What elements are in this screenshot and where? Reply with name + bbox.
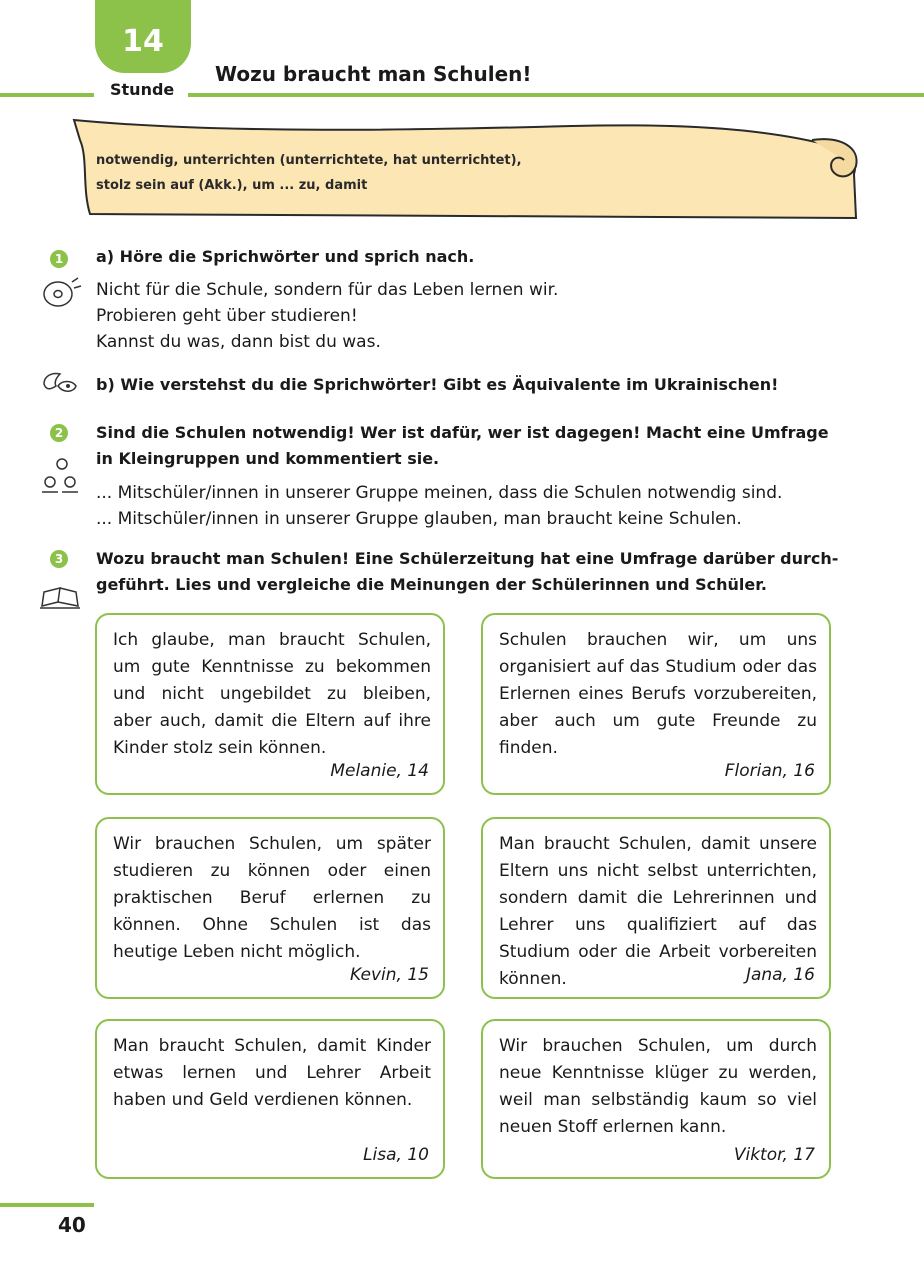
phrase: ... Mitschüler/innen in unserer Gruppe meinen, dass die Schulen notwendig sind. — [96, 483, 783, 503]
footer-rule — [0, 1203, 94, 1207]
proverb-list — [96, 277, 558, 355]
lesson-label: Stunde — [110, 80, 175, 99]
opinion-card — [95, 817, 445, 999]
page-title: Wozu braucht man Schulen! — [215, 62, 532, 86]
proverb: Probieren geht über studieren! — [96, 306, 358, 326]
opinion-card — [481, 817, 831, 999]
header-rule-left — [0, 93, 94, 97]
exercise-2-task-line: in Kleingruppen und kommentiert sie. — [96, 449, 440, 468]
exercise-2-task — [96, 420, 829, 472]
page-number: 40 — [58, 1213, 86, 1237]
opinion-text: Schulen brauchen wir, um uns organisiert auf das Studium oder das Erlernen eines Berufs vorzubereiten, aber auch um gute Freunde zu finden. — [499, 630, 817, 758]
opinion-card — [481, 613, 831, 795]
exercise-1-number: 1 — [50, 250, 68, 268]
discussion-icon — [38, 370, 82, 398]
opinion-card — [481, 1019, 831, 1179]
phrase: ... Mitschüler/innen in unserer Gruppe glauben, man braucht keine Schulen. — [96, 509, 742, 529]
opinion-text: Man braucht Schulen, damit unsere Eltern uns nicht selbst unterrichten, sondern damit die Lehrerinnen und Lehrer uns qualifiziert auf das Studium oder die Arbeit vorbereiten können. — [499, 834, 817, 989]
vocabulary-list — [96, 148, 522, 198]
reading-book-icon — [38, 582, 82, 610]
proverb: Nicht für die Schule, sondern für das Leben lernen wir. — [96, 280, 559, 300]
exercise-1b-task: b) Wie verstehst du die Sprichwörter! Gibt es Äquivalente im Ukrainischen! — [96, 375, 779, 394]
opinion-author: Lisa, 10 — [363, 1145, 429, 1165]
opinion-author: Florian, 16 — [724, 761, 815, 781]
exercise-1a-task: a) Höre die Sprichwörter und sprich nach. — [96, 247, 475, 266]
exercise-2-number: 2 — [50, 424, 68, 442]
opinion-author: Viktor, 17 — [733, 1145, 815, 1165]
opinion-card — [95, 613, 445, 795]
header-rule-right — [188, 93, 924, 97]
proverb: Kannst du was, dann bist du was. — [96, 332, 381, 352]
lesson-number: 14 — [122, 24, 164, 59]
opinion-author: Jana, 16 — [745, 965, 815, 985]
exercise-3-task-line: Wozu braucht man Schulen! Eine Schülerzeitung hat eine Umfrage darüber durch- — [96, 549, 839, 568]
exercise-3-task-line: geführt. Lies und vergleiche die Meinungen der Schülerinnen und Schüler. — [96, 575, 767, 594]
vocabulary-line: stolz sein auf (Akk.), um ... zu, damit — [96, 178, 368, 193]
opinion-author: Kevin, 15 — [350, 965, 429, 985]
opinion-text: Ich glaube, man braucht Schulen, um gute Kenntnisse zu bekommen und nicht ungebildet zu bleiben, aber auch, damit die Eltern auf ihre Kinder stolz sein können. — [113, 630, 431, 758]
group-work-icon — [38, 456, 82, 496]
opinion-text: Wir brauchen Schulen, um durch neue Kenntnisse klüger zu werden, weil man selbständig kaum so viel neuen Stoff erlernen kann. — [499, 1036, 817, 1137]
audio-cd-icon — [38, 276, 82, 310]
phrase-list — [96, 480, 782, 532]
exercise-3-task — [96, 546, 838, 598]
vocabulary-line: notwendig, unterrichten (unterrichtete, hat unterrichtet), — [96, 153, 522, 168]
opinion-text: Wir brauchen Schulen, um später studieren zu können oder einen praktischen Beruf erlernen zu können. Ohne Schulen ist das heutige Leben nicht möglich. — [113, 834, 431, 962]
opinion-card — [95, 1019, 445, 1179]
exercise-2-task-line: Sind die Schulen notwendig! Wer ist dafür, wer ist dagegen! Macht eine Umfrage — [96, 423, 829, 442]
exercise-3-number: 3 — [50, 550, 68, 568]
opinion-author: Melanie, 14 — [330, 761, 429, 781]
opinion-text: Man braucht Schulen, damit Kinder etwas lernen und Lehrer Arbeit haben und Geld verdienen können. — [113, 1036, 431, 1110]
